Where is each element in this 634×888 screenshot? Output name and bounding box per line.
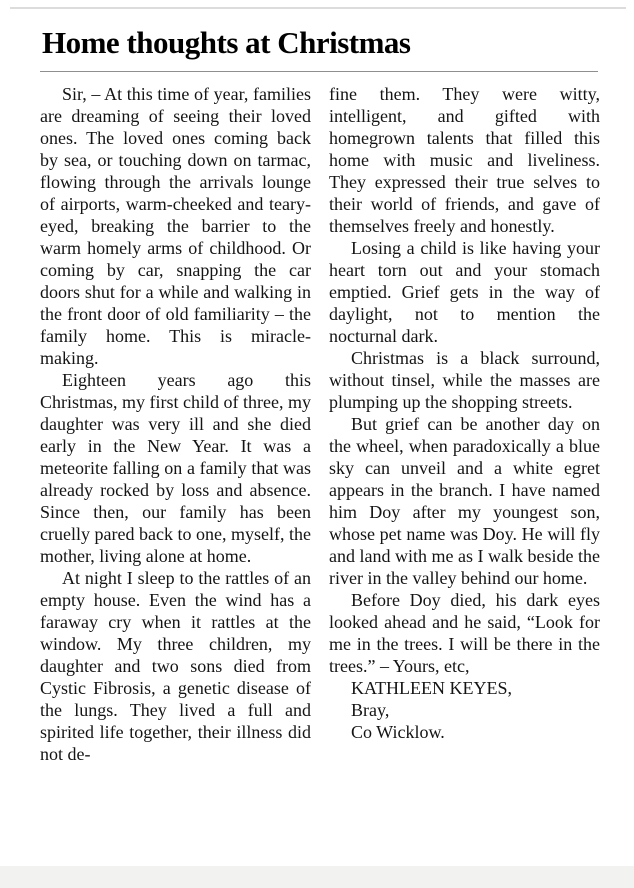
paragraph: Losing a child is like having your heart torn out and your stomach emptied. Grief gets in the way of daylight, not to mention the nocturnal dark. (329, 238, 600, 346)
paragraph: At night I sleep to the rattles of an empty house. Even the wind has a faraway cry when it rattles at the window. My three children, my daughter and two sons died from Cystic Fibrosis, a genetic disease of the lungs. They lived a full and spirited life together, their illness did not de- (40, 568, 311, 764)
signature-block (329, 677, 600, 743)
headline: Home thoughts at Christmas (42, 25, 411, 60)
paragraph: Eighteen years ago this Christmas, my first child of three, my daughter was very ill and she died early in the New Year. It was a meteorite falling on a family that was already rocked by loss and absence. Since then, our family has been cruelly pared back to one, myself, the mother, living alone at home. (40, 370, 311, 566)
signature-name: KATHLEEN KEYES, (351, 678, 512, 698)
top-edge-line (10, 7, 626, 9)
article-body (0, 72, 634, 765)
signature-county: Co Wicklow. (351, 722, 445, 742)
paragraph: Christmas is a black surround, without tinsel, while the masses are plumping up the shopping streets. (329, 348, 600, 412)
left-column (40, 83, 311, 765)
right-column (329, 83, 600, 765)
paragraph: But grief can be another day on the wheel, when paradoxically a blue sky can unveil and a white egret appears in the branch. I have named him Doy after my youngest son, whose pet name was Doy. He will fly and land with me as I walk beside the river in the valley behind our home. (329, 414, 600, 588)
paragraph: Sir, – At this time of year, families are dreaming of seeing their loved ones. The loved ones coming back by sea, or touching down on tarmac, flowing through the arrivals lounge of airports, warm-cheeked and teary-eyed, breaking the barrier to the warm homely arms of childhood. Or coming by car, snapping the car doors shut for a while and walking in the front door of old familiarity – the family home. This is miracle-making. (40, 84, 311, 368)
bottom-edge-shade (0, 866, 634, 888)
paragraph-continuation: fine them. They were witty, intelligent, and gifted with homegrown talents that filled this home with music and liveliness. They expressed their true selves to their world of friends, and gave of themselves freely and honestly. (329, 84, 600, 236)
paragraph: Before Doy died, his dark eyes looked ahead and he said, “Look for me in the trees. I will be there in the trees.” – Yours, etc, (329, 590, 600, 676)
signature-town: Bray, (351, 700, 390, 720)
